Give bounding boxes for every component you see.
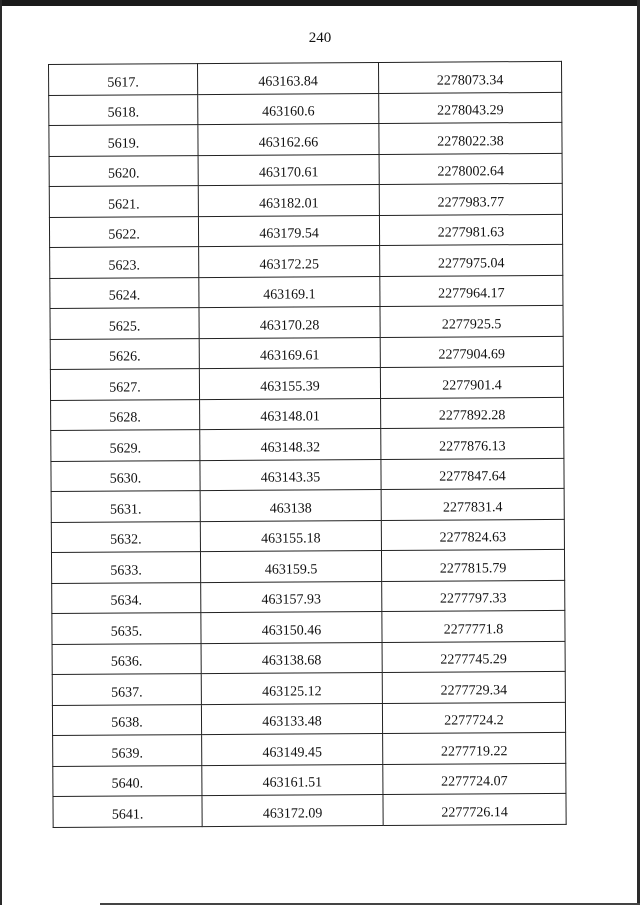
point-number-cell: [49, 216, 198, 247]
table-row: [51, 458, 564, 492]
x-coordinate-cell: [199, 245, 380, 277]
x-coordinate-cell: [200, 459, 381, 491]
scan-edge-left: [0, 0, 2, 905]
table-row: [53, 732, 566, 766]
cell-text: 463162.66: [258, 135, 319, 151]
cell-text: 2277745.29: [440, 652, 507, 668]
cell-text: 5631.: [109, 502, 142, 518]
point-number-cell: [53, 735, 202, 766]
cell-text: 463133.48: [262, 714, 322, 730]
y-coordinate-cell: [381, 488, 564, 520]
table-row: [49, 61, 562, 95]
cell-text: 463169.61: [259, 348, 320, 364]
cell-text: 2277876.13: [439, 438, 506, 455]
cell-text: 463155.18: [261, 531, 321, 547]
cell-text: 2277847.64: [439, 469, 506, 485]
table-row: [50, 305, 563, 339]
cell-text: 2277964.17: [438, 286, 505, 302]
cell-text: 5638.: [111, 715, 143, 731]
cell-text: 2278002.64: [437, 164, 504, 180]
cell-text: 463172.09: [262, 806, 323, 822]
cell-text: 463138: [269, 501, 312, 517]
cell-text: 2277981.63: [437, 225, 505, 241]
cell-text: 2277975.04: [437, 255, 505, 272]
table-row: [52, 641, 565, 675]
x-coordinate-cell: [198, 62, 379, 94]
table-row: [50, 244, 563, 278]
cell-text: 463148.01: [260, 409, 320, 425]
x-coordinate-cell: [198, 184, 379, 216]
cell-text: 5620.: [107, 166, 140, 182]
table-row: [53, 793, 566, 827]
point-number-cell: [53, 796, 202, 827]
cell-text: 2277925.5: [441, 316, 502, 333]
y-coordinate-cell: [379, 214, 562, 246]
cell-text: 463138.68: [261, 653, 322, 669]
table-row: [51, 427, 564, 461]
point-number-cell: [50, 247, 199, 278]
table-row: [53, 763, 566, 797]
table-row: [50, 275, 563, 309]
cell-text: 2278043.29: [437, 103, 504, 119]
cell-text: 5628.: [109, 410, 141, 426]
point-number-cell: [50, 369, 199, 400]
table-row: [52, 580, 565, 614]
cell-text: 5624.: [108, 288, 141, 304]
cell-text: 5634.: [110, 593, 143, 609]
table-row: [51, 519, 564, 553]
cell-text: 2277901.4: [442, 377, 502, 394]
point-number-cell: [49, 125, 198, 156]
table-row: [52, 702, 565, 736]
y-coordinate-cell: [381, 549, 564, 581]
x-coordinate-cell: [200, 489, 381, 521]
cell-text: 2277983.77: [437, 194, 505, 211]
table-row: [52, 671, 565, 705]
cell-text: 5639.: [111, 746, 144, 762]
cell-text: 2277824.63: [439, 530, 507, 546]
cell-text: 5626.: [108, 349, 141, 365]
cell-text: 5622.: [108, 227, 140, 243]
cell-text: 2277771.8: [443, 621, 504, 638]
x-coordinate-cell: [202, 794, 383, 826]
cell-text: 5632.: [110, 532, 142, 548]
table-row: [51, 397, 564, 431]
y-coordinate-cell: [378, 61, 561, 93]
cell-text: 463148.32: [260, 440, 321, 456]
page-number: 240: [308, 30, 332, 46]
coordinate-table: [48, 61, 567, 828]
cell-text: 2277724.07: [441, 774, 508, 790]
point-number-cell: [52, 674, 201, 705]
cell-text: 463160.6: [262, 104, 315, 120]
y-coordinate-cell: [380, 366, 563, 398]
cell-text: 5618.: [107, 105, 140, 121]
point-number-cell: [53, 765, 202, 796]
point-number-cell: [49, 155, 198, 186]
cell-text: 5619.: [107, 136, 140, 152]
cell-text: 463159.5: [264, 562, 318, 578]
x-coordinate-cell: [200, 520, 381, 552]
y-coordinate-cell: [382, 702, 565, 734]
table-row: [50, 366, 563, 400]
y-coordinate-cell: [382, 580, 565, 612]
point-number-cell: [52, 582, 201, 613]
point-number-cell: [51, 521, 200, 552]
table-row: [49, 153, 562, 187]
y-coordinate-cell: [383, 793, 566, 825]
x-coordinate-cell: [201, 642, 382, 674]
point-number-cell: [49, 64, 198, 95]
cell-text: 5617.: [107, 75, 139, 91]
y-coordinate-cell: [381, 397, 564, 429]
cell-text: 5641.: [111, 807, 144, 823]
x-coordinate-cell: [198, 215, 379, 247]
x-coordinate-cell: [200, 398, 381, 430]
table-row: [51, 488, 564, 522]
cell-text: 2277831.4: [442, 499, 503, 516]
cell-text: 5640.: [111, 776, 144, 792]
y-coordinate-cell: [380, 244, 563, 276]
x-coordinate-cell: [199, 306, 380, 338]
point-number-cell: [51, 552, 200, 583]
y-coordinate-cell: [382, 610, 565, 642]
point-number-cell: [52, 643, 201, 674]
cell-text: 2277797.33: [439, 591, 507, 607]
cell-text: 2277892.28: [438, 408, 506, 424]
x-coordinate-cell: [200, 550, 381, 582]
cell-text: 463155.39: [260, 379, 320, 395]
x-coordinate-cell: [202, 733, 383, 765]
x-coordinate-cell: [201, 581, 382, 613]
cell-text: 463169.1: [263, 287, 316, 303]
table-row: [51, 549, 564, 583]
cell-text: 5635.: [110, 624, 143, 640]
x-coordinate-cell: [200, 428, 381, 460]
cell-text: 463143.35: [260, 470, 321, 486]
point-number-cell: [49, 186, 198, 217]
cell-text: 2277726.14: [441, 804, 508, 821]
cell-text: 5633.: [110, 563, 142, 579]
point-number-cell: [52, 613, 201, 644]
cell-text: 5627.: [109, 380, 141, 396]
point-number-cell: [49, 94, 198, 125]
y-coordinate-cell: [382, 671, 565, 703]
cell-text: 2277904.69: [438, 347, 506, 363]
cell-text: 463149.45: [262, 745, 323, 761]
y-coordinate-cell: [381, 458, 564, 490]
cell-text: 5625.: [108, 319, 141, 335]
x-coordinate-cell: [201, 611, 382, 643]
table-row: [49, 214, 562, 248]
cell-text: 2277719.22: [440, 743, 508, 760]
x-coordinate-cell: [202, 764, 383, 796]
y-coordinate-cell: [380, 336, 563, 368]
y-coordinate-cell: [383, 732, 566, 764]
cell-text: 463157.93: [261, 592, 322, 608]
cell-text: 463170.61: [258, 165, 319, 181]
x-coordinate-cell: [198, 123, 379, 155]
y-coordinate-cell: [380, 275, 563, 307]
table-row: [49, 183, 562, 217]
x-coordinate-cell: [199, 337, 380, 369]
cell-text: 5621.: [108, 197, 140, 213]
point-number-cell: [50, 277, 199, 308]
cell-text: 5636.: [110, 654, 143, 670]
cell-text: 2278022.38: [437, 133, 504, 150]
y-coordinate-cell: [380, 305, 563, 337]
cell-text: 5629.: [109, 441, 142, 457]
cell-text: 463179.54: [259, 226, 319, 242]
scan-edge-top: [0, 0, 640, 6]
point-number-cell: [50, 308, 199, 339]
coordinate-table-container: [48, 61, 563, 828]
cell-text: 5630.: [109, 471, 142, 487]
y-coordinate-cell: [379, 183, 562, 215]
y-coordinate-cell: [383, 763, 566, 795]
point-number-cell: [50, 338, 199, 369]
cell-text: 2277815.79: [439, 560, 507, 577]
point-number-cell: [51, 430, 200, 461]
y-coordinate-cell: [379, 122, 562, 154]
point-number-cell: [52, 704, 201, 735]
cell-text: 463150.46: [261, 623, 322, 639]
y-coordinate-cell: [379, 153, 562, 185]
x-coordinate-cell: [201, 703, 382, 735]
x-coordinate-cell: [201, 672, 382, 704]
cell-text: 5637.: [111, 685, 143, 701]
cell-text: 463182.01: [259, 196, 319, 212]
x-coordinate-cell: [198, 93, 379, 125]
cell-text: 463172.25: [259, 257, 320, 273]
x-coordinate-cell: [199, 367, 380, 399]
y-coordinate-cell: [382, 641, 565, 673]
point-number-cell: [51, 491, 200, 522]
point-number-cell: [51, 399, 200, 430]
cell-text: 463161.51: [262, 775, 323, 791]
cell-text: 2277729.34: [440, 682, 508, 699]
x-coordinate-cell: [199, 276, 380, 308]
cell-text: 463125.12: [262, 684, 322, 700]
y-coordinate-cell: [379, 92, 562, 124]
table-row: [49, 92, 562, 126]
y-coordinate-cell: [381, 519, 564, 551]
cell-text: 2277724.2: [444, 713, 504, 729]
point-number-cell: [51, 460, 200, 491]
table-row: [52, 610, 565, 644]
cell-text: 463163.84: [258, 74, 318, 90]
y-coordinate-cell: [381, 427, 564, 459]
table-row: [50, 336, 563, 370]
cell-text: 2278073.34: [436, 72, 504, 89]
cell-text: 463170.28: [259, 318, 320, 334]
table-row: [49, 122, 562, 156]
cell-text: 5623.: [108, 258, 141, 274]
x-coordinate-cell: [198, 154, 379, 186]
table-body: [49, 61, 567, 827]
